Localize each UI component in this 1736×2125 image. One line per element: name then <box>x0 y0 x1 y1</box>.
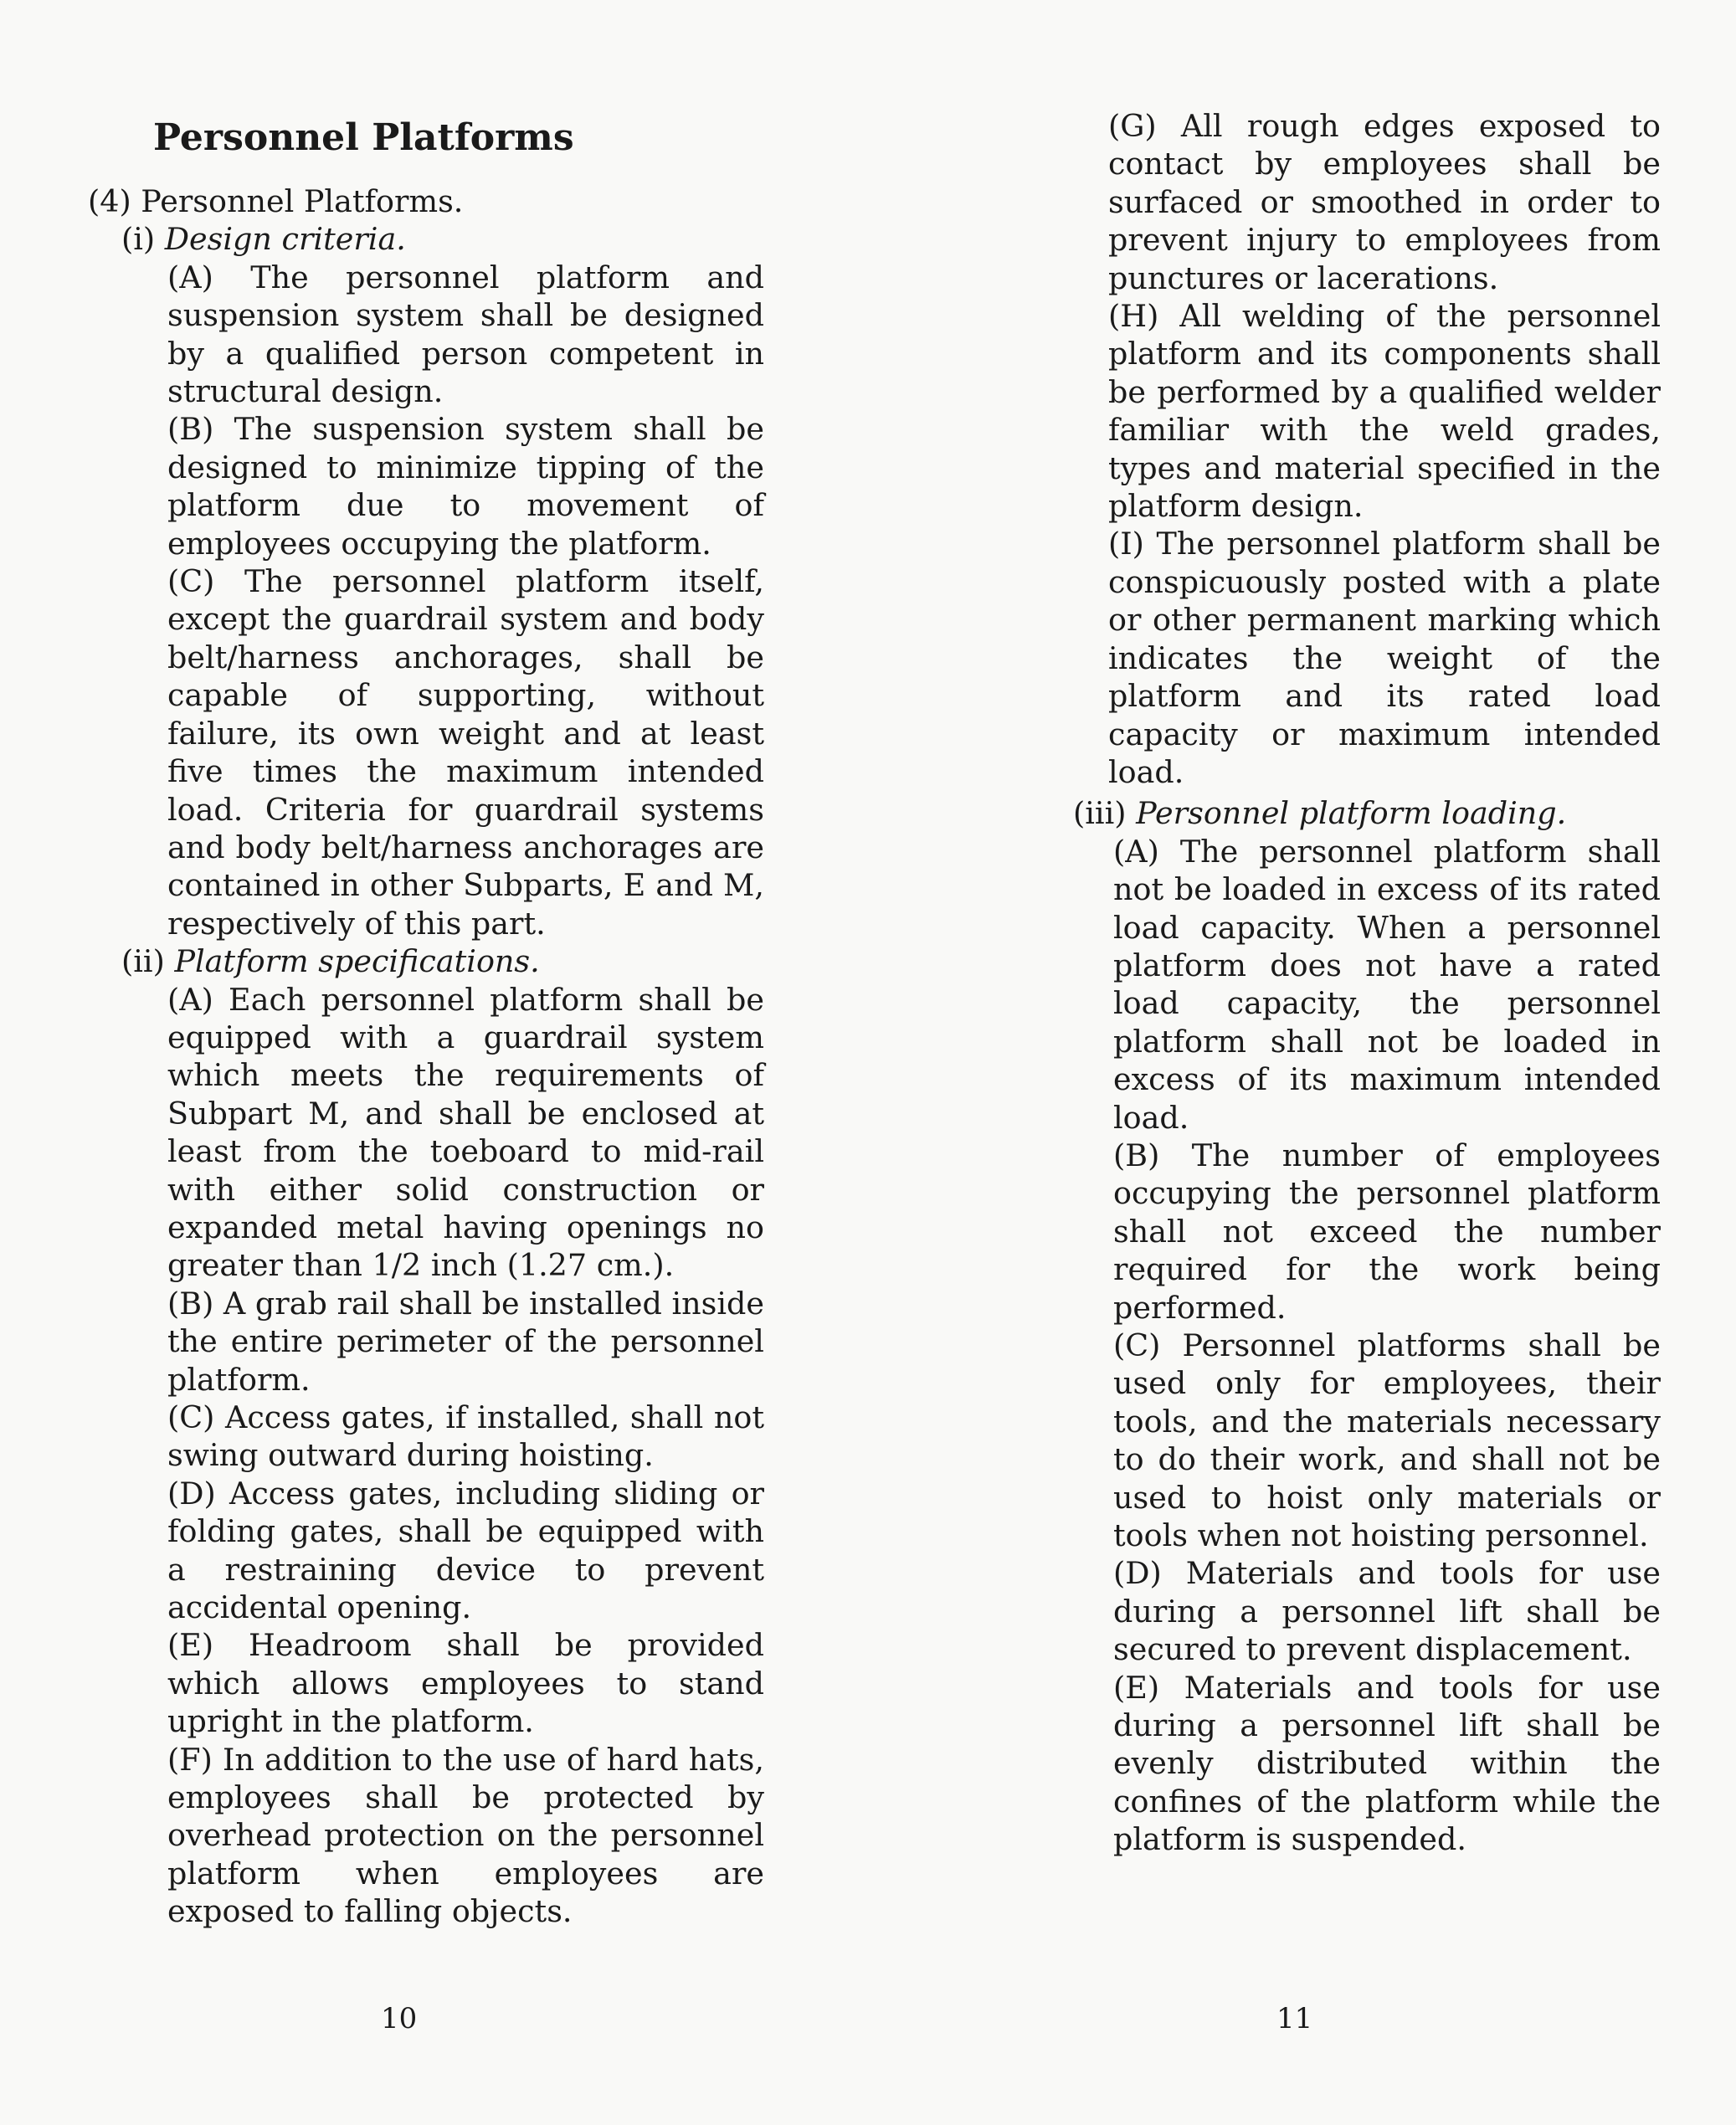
subsection-i-title: Design criteria. <box>164 221 406 258</box>
subsection-i-number: (i) <box>121 221 156 258</box>
paragraph-ii-b: (B) A grab rail shall be installed inside the entire perimeter of the personnel platform. <box>167 1285 764 1398</box>
paragraph-ii-g: (G) All rough edges exposed to contact by employees shall be surfaced or smoothed in order to prevent injury to employees from punctures or lacerations. <box>1108 108 1661 296</box>
paragraph-ii-e: (E) Headroom shall be provided which allows employees to stand upright in the platform. <box>167 1627 764 1740</box>
paragraph-iii-b: (B) The number of employees occupying the personnel platform shall not exceed the number required for the work being performed. <box>1113 1137 1661 1326</box>
right-column <box>1073 107 1661 1859</box>
paragraph-i-b: (B) The suspension system shall be designed to minimize tipping of the platform due to movement of employees occupying the platform. <box>167 411 764 562</box>
subsection-i-heading <box>88 220 764 258</box>
paragraph-ii-f: (F) In addition to the use of hard hats, employees shall be protected by overhead protection on the personnel platform when employees are exposed to falling objects. <box>167 1741 764 1930</box>
paragraph-i-a: (A) The personnel platform and suspension system shall be designed by a qualified person competent in structural design. <box>167 259 764 410</box>
page-title: Personnel Platforms <box>153 116 574 159</box>
page-number-left: 10 <box>381 2002 418 2035</box>
paragraph-ii-d: (D) Access gates, including sliding or folding gates, shall be equipped with a restraining device to prevent accidental opening. <box>167 1475 764 1626</box>
paragraph-ii-i: (I) The personnel platform shall be conspicuously posted with a plate or other permanent marking which indicates the weight of the platform and its rated load capacity or maximum intended load. <box>1108 526 1661 790</box>
subsection-ii-number: (ii) <box>121 943 165 980</box>
left-column <box>88 182 764 1931</box>
paragraph-i-c: (C) The personnel platform itself, except the guardrail system and body belt/harness anchorages, shall be capable of supporting, without failure, its own weight and at least five times the maximum intended load. Criteria for guardrail systems and body belt/harness anchorages are contained in other Subparts, E and M, respectively of this part. <box>167 563 764 942</box>
subsection-ii-title: Platform specifications. <box>174 943 540 980</box>
right-page <box>868 0 1736 2125</box>
paragraph-iii-e: (E) Materials and tools for use during a personnel lift shall be evenly distributed within the confines of the platform while the platform is suspended. <box>1113 1669 1661 1858</box>
paragraph-ii-c: (C) Access gates, if installed, shall not swing outward during hoisting. <box>167 1399 764 1474</box>
subsection-iii-title: Personnel platform loading. <box>1136 795 1567 832</box>
paragraph-iii-d: (D) Materials and tools for use during a personnel lift shall be secured to prevent displacement. <box>1113 1555 1661 1668</box>
paragraph-iii-a: (A) The personnel platform shall not be loaded in excess of its rated load capacity. When a personnel platform does not have a rated load capacity, the personnel platform shall not be loaded in excess of its maximum intended load. <box>1113 833 1661 1136</box>
paragraph-ii-a: (A) Each personnel platform shall be equipped with a guardrail system which meets the requirements of Subpart M, and shall be enclosed at least from the toeboard to mid-rail with either solid construction or expanded metal having openings no greater than 1/2 inch (1.27 cm.). <box>167 981 764 1284</box>
page-number-right: 11 <box>1276 2002 1313 2035</box>
paragraph-ii-h: (H) All welding of the personnel platform and its components shall be performed by a qualified welder familiar with the weld grades, types and material specified in the platform design. <box>1108 298 1661 525</box>
subsection-iii-heading <box>1073 794 1661 832</box>
section-heading: (4) Personnel Platforms. <box>88 183 464 219</box>
paragraph-iii-c: (C) Personnel platforms shall be used only for employees, their tools, and the materials necessary to do their work, and shall not be used to hoist only materials or tools when not hoisting personnel. <box>1113 1327 1661 1554</box>
subsection-iii-number: (iii) <box>1073 795 1127 832</box>
subsection-ii-heading <box>88 942 764 980</box>
